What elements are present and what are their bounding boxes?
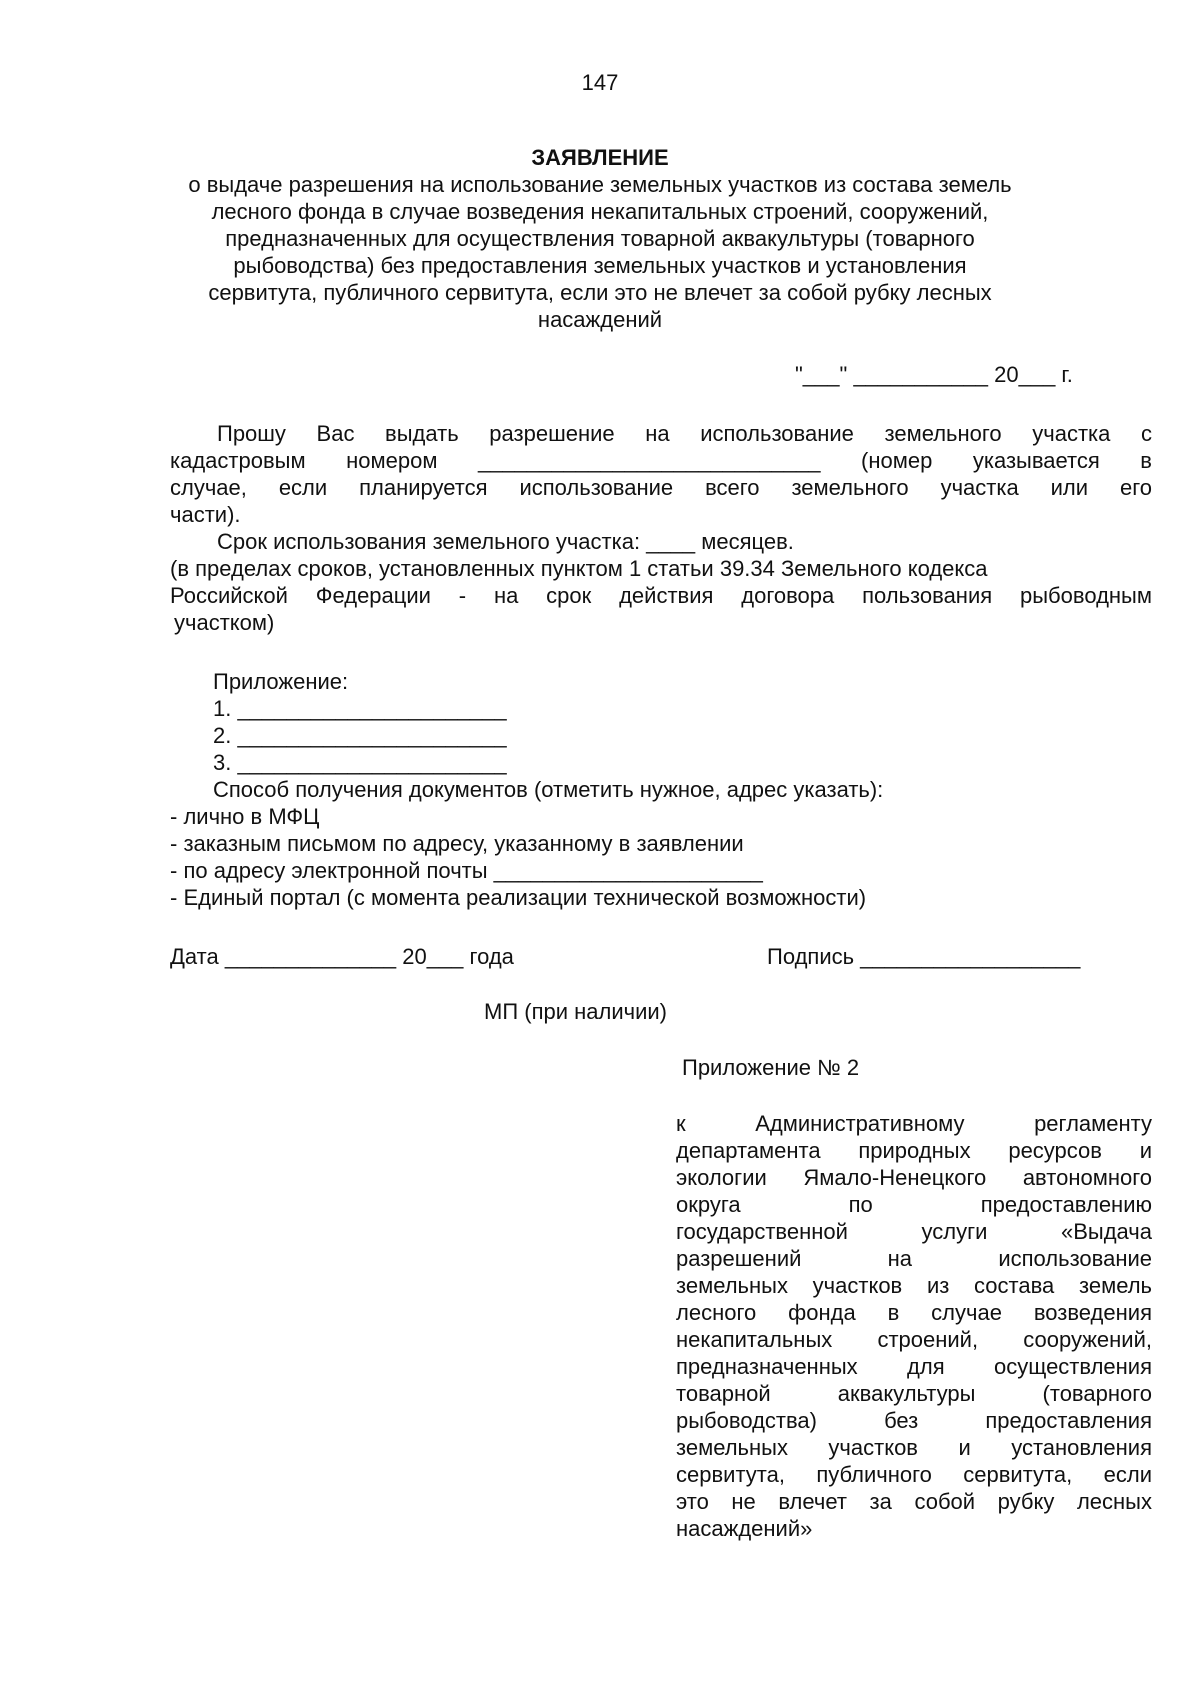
term-line: Российской Федерации - на срок действия договора пользования рыбоводным [170,583,1152,608]
subtitle-line: сервитута, публичного сервитута, если это не влечет за собой рубку лесных [208,280,992,305]
term-line: Срок использования земельного участка: ____ месяцев. [217,529,794,554]
appendix-line: департамента природных ресурсов и [676,1138,1152,1163]
appendix-line: разрешений на использование [676,1246,1152,1271]
delivery-option: - лично в МФЦ [170,804,320,829]
appendix-line: земельных участков из состава земель [676,1273,1152,1298]
subtitle-line: рыбоводства) без предоставления земельных участков и установления [233,253,967,278]
delivery-option: - Единый портал (с момента реализации технической возможности) [170,885,867,910]
signature-date: Дата ______________ 20___ года [170,944,514,969]
attachment-item: 3. ______________________ [213,750,507,775]
signature-field: Подпись __________________ [767,944,1081,969]
subtitle-line: лесного фонда в случае возведения некапитальных строений, сооружений, [211,199,989,224]
delivery-label: Способ получения документов (отметить нужное, адрес указать): [213,777,884,802]
subtitle-line: о выдаче разрешения на использование земельных участков из состава земель [188,172,1012,197]
subtitle-line: насаждений [537,307,663,332]
appendix-line: земельных участков и установления [676,1435,1152,1460]
term-line: (в пределах сроков, установленных пунктом 1 статьи 39.34 Земельного кодекса [170,556,988,581]
appendix-line: это не влечет за собой рубку лесных [676,1489,1152,1514]
appendix-line: округа по предоставлению [676,1192,1152,1217]
date-line: "___" ___________ 20___ г. [795,362,1073,387]
appendix-line: предназначенных для осуществления [676,1354,1152,1379]
attachment-item: 2. ______________________ [213,723,507,748]
subtitle-line: предназначенных для осуществления товарной аквакультуры (товарного [225,226,975,251]
page-number: 147 [581,70,619,95]
request-line: кадастровым номером ____________________________ (номер указывается в [170,448,1152,473]
request-line: части). [170,502,241,527]
delivery-option: - по адресу электронной почты ______________________ [170,858,763,883]
appendix-line: товарной аквакультуры (товарного [676,1381,1152,1406]
appendix-title: Приложение № 2 [682,1055,860,1080]
appendix-line: насаждений» [676,1516,813,1541]
delivery-option: - заказным письмом по адресу, указанному в заявлении [170,831,744,856]
appendix-line: к Административному регламенту [676,1111,1152,1136]
appendix-line: экологии Ямало-Ненецкого автономного [676,1165,1152,1190]
attachments-label: Приложение: [213,669,349,694]
attachment-item: 1. ______________________ [213,696,507,721]
request-line: случае, если планируется использование всего земельного участка или его [170,475,1152,500]
appendix-line: некапитальных строений, сооружений, [676,1327,1152,1352]
stamp-label: МП (при наличии) [484,999,668,1024]
request-line: Прошу Вас выдать разрешение на использование земельного участка с [217,421,1152,446]
appendix-line: лесного фонда в случае возведения [676,1300,1152,1325]
appendix-line: рыбоводства) без предоставления [676,1408,1152,1433]
document-title: ЗАЯВЛЕНИЕ [531,145,669,170]
appendix-line: государственной услуги «Выдача [676,1219,1152,1244]
term-line: участком) [174,610,275,635]
appendix-line: сервитута, публичного сервитута, если [676,1462,1152,1487]
